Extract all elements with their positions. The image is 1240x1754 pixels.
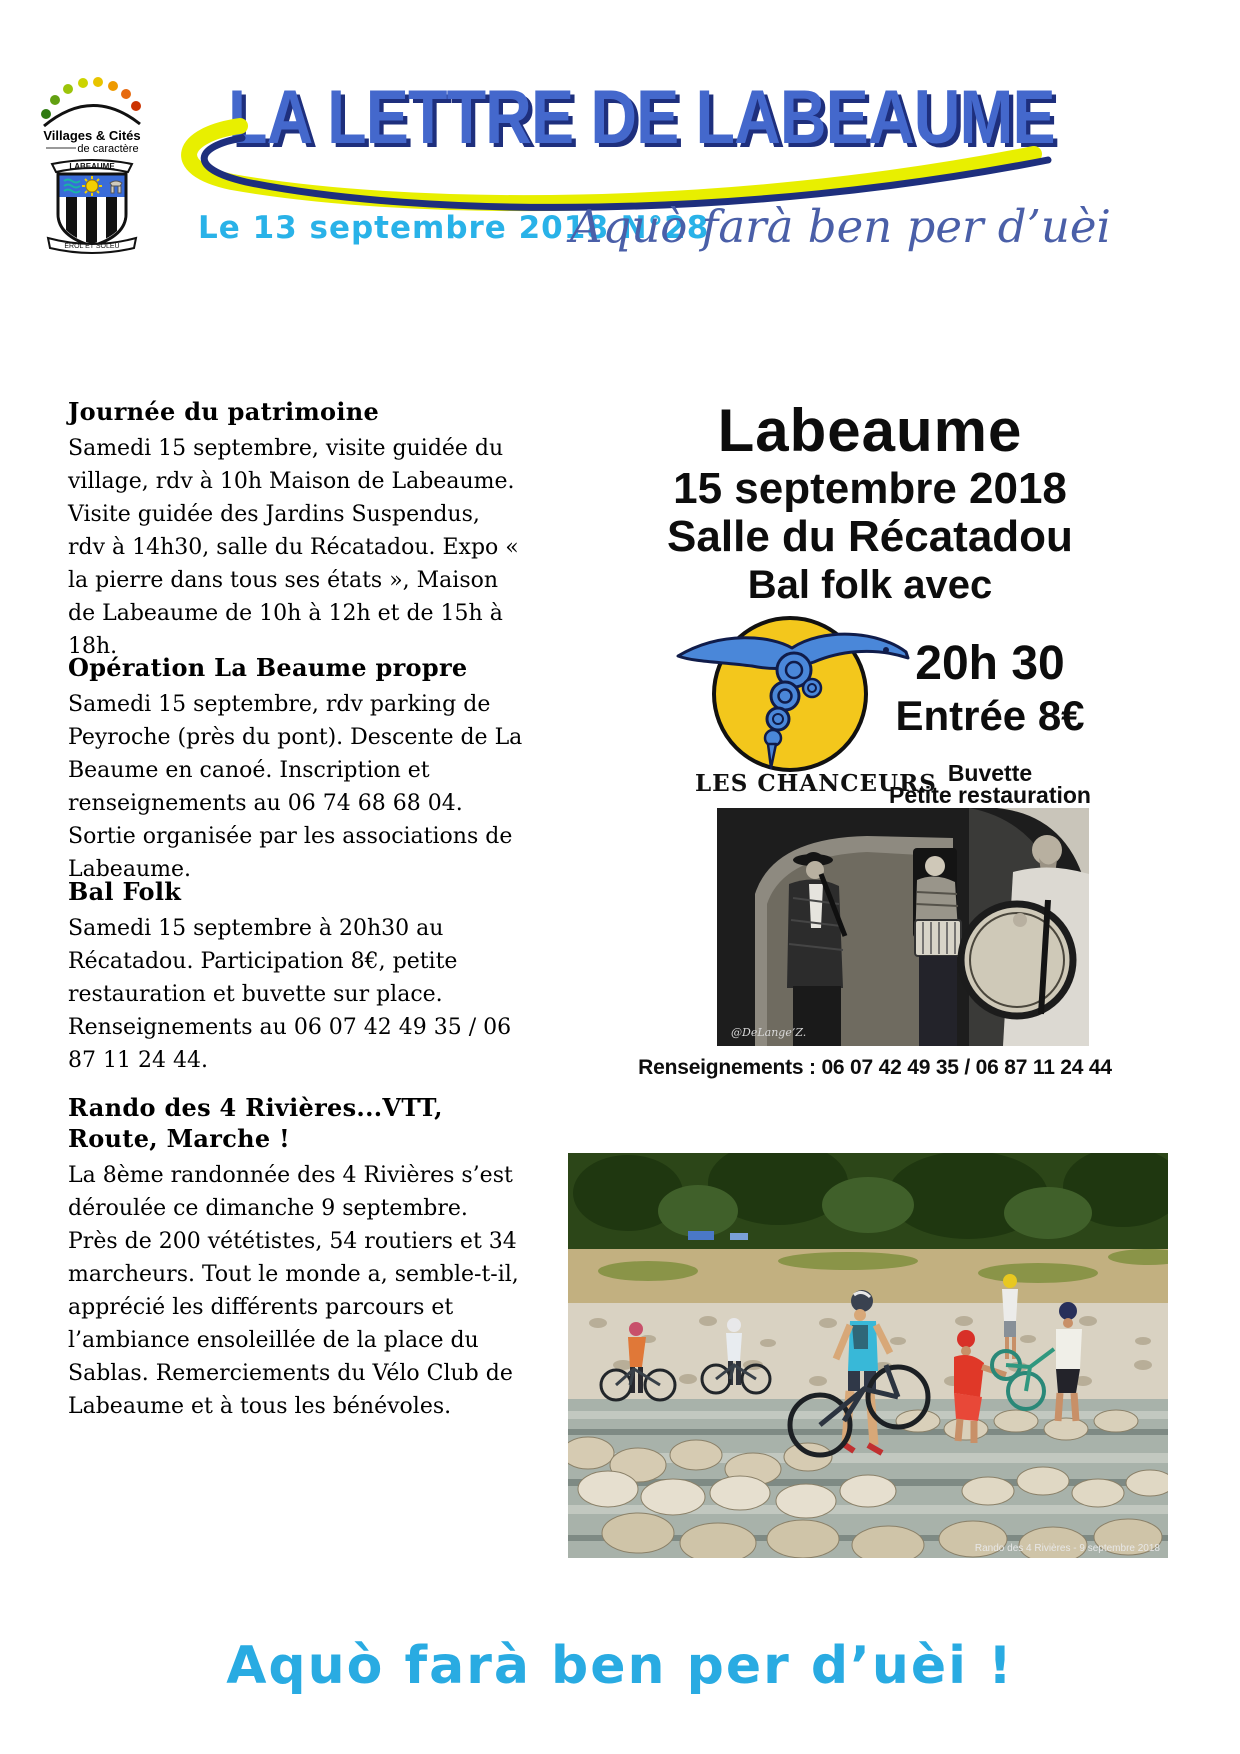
rando-river-photo: [568, 1153, 1168, 1558]
article-heading: Rando des 4 Rivières...VTT, Route, Marche !: [68, 1093, 443, 1153]
article-journee-du-patrimoine: [68, 396, 523, 663]
coloured-dots-arc-icon: [41, 77, 141, 126]
article-body: Samedi 15 septembre, rdv parking de Peyroche (près du pont). Descente de La Beaume en canoé. Inscription et renseignements au 06 74 68 68 04. Sortie organisée par les associations de Labeaume.: [68, 692, 523, 882]
shield-motto-text: ÉROL ET SOLEU: [64, 243, 120, 250]
article-rando-des-4-rivieres: [68, 1092, 523, 1423]
musicians-photo: [717, 808, 1089, 1046]
article-heading: Opération La Beaume propre: [68, 653, 468, 682]
photo-watermark: @DeLange’Z.: [731, 1026, 807, 1039]
villages-et-cites-logo: [28, 68, 158, 258]
article-body: La 8ème randonnée des 4 Rivières s’est déroulée ce dimanche 9 septembre. Près de 200 vététistes, 54 routiers et 34 marcheurs. Tout le monde a, semble-t-il, apprécié les différents parcours et l’ambiance ensoleillée de la place du Sablas. Remerciements du Vélo Club de Labeaume et à tous les bénévoles.: [68, 1163, 519, 1419]
poster-event-line: Bal folk avec: [747, 563, 993, 607]
poster-title: Labeaume: [717, 397, 1023, 464]
org-name-line1: Villages & Cités: [43, 128, 141, 143]
article-operation-la-beaume-propre: [68, 652, 523, 886]
org-name-line2: de caractère: [77, 143, 139, 155]
article-body: Samedi 15 septembre à 20h30 au Récatadou. Participation 8€, petite restauration et buvette sur place. Renseignements au 06 07 42 49 35 / 06 87 11 24 44.: [68, 916, 512, 1073]
newsletter-title: LA LETTRE DE LABEAUME: [228, 75, 1055, 160]
accordionist-figure: [915, 856, 961, 1046]
header-tagline: Aquò farà ben per d’uèi: [570, 200, 1111, 253]
sun-icon: [82, 176, 102, 196]
event-extra-buvette: Buvette: [947, 760, 1033, 786]
rando-river-photo-art: [568, 1153, 1168, 1558]
event-time: 20h 30: [915, 637, 1065, 690]
contact-line: Renseignements : 06 07 42 49 35 / 06 87 11 24 44: [638, 1056, 1112, 1079]
article-heading: Bal Folk: [68, 877, 182, 906]
labeaume-coat-of-arms-icon: [48, 174, 136, 253]
photo-caption: Rando des 4 Rivières - 9 septembre 2018: [974, 1543, 1160, 1554]
event-extra-restauration: Petite restauration: [889, 782, 1091, 808]
article-heading: Journée du patrimoine: [68, 397, 380, 426]
article-bal-folk: [68, 876, 523, 1077]
les-chanceurs-bird-logo: [672, 600, 912, 775]
issue-date: Le 13 septembre 2018 N°28: [198, 210, 710, 246]
musicians-photo-art: [717, 808, 1089, 1046]
footer-tagline: Aquò farà ben per d’uèi !: [226, 1636, 1014, 1696]
poster-date: 15 septembre 2018: [673, 464, 1067, 513]
article-body: Samedi 15 septembre, visite guidée du village, rdv à 10h Maison de Labeaume. Visite guidée des Jardins Suspendus, rdv à 14h30, salle du Récatadou. Expo « la pierre dans tous ses états », Maison de Labeaume de 10h à 12h et de 15h à 18h.: [68, 436, 519, 659]
band-name: LES CHANCEURS: [695, 770, 937, 797]
shield-banner-text: LABEAUME: [69, 162, 115, 171]
poster-venue: Salle du Récatadou: [667, 512, 1073, 561]
event-price: Entrée 8€: [895, 692, 1085, 739]
